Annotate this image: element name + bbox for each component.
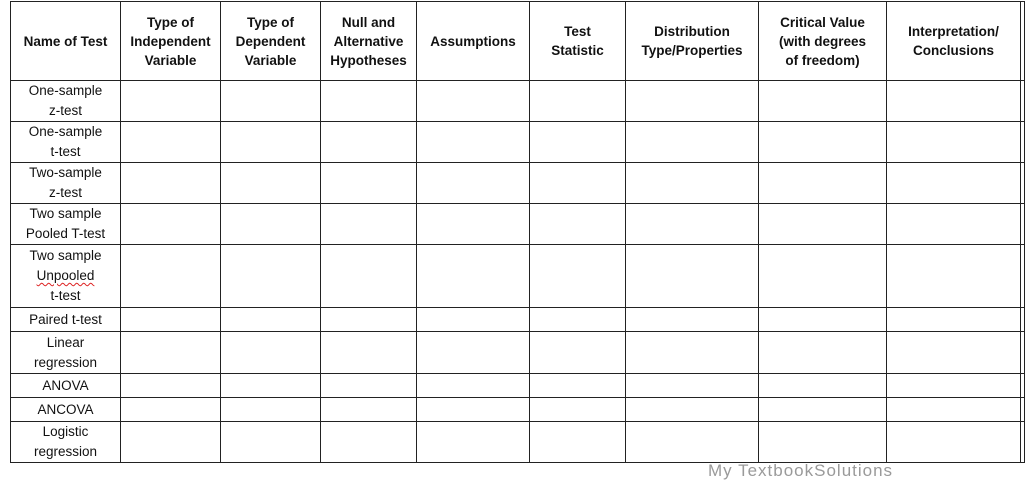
table-row xyxy=(11,308,1025,332)
empty-cell[interactable] xyxy=(626,204,759,245)
overflow-cell xyxy=(1021,398,1025,422)
row-name-linear-regression: Linear regression xyxy=(11,332,121,374)
overflow-cell xyxy=(1021,332,1025,374)
row-name-one-sample-z-test: One-sample z-test xyxy=(11,81,121,122)
row-name-two-sample-z-test: Two-sample z-test xyxy=(11,163,121,204)
table-row xyxy=(11,398,1025,422)
empty-cell[interactable] xyxy=(417,204,530,245)
empty-cell[interactable] xyxy=(626,245,759,308)
empty-cell[interactable] xyxy=(759,163,887,204)
empty-cell[interactable] xyxy=(121,245,221,308)
empty-cell[interactable] xyxy=(121,398,221,422)
empty-cell[interactable] xyxy=(759,245,887,308)
empty-cell[interactable] xyxy=(530,422,626,463)
empty-cell[interactable] xyxy=(121,332,221,374)
overflow-cell xyxy=(1021,245,1025,308)
empty-cell[interactable] xyxy=(530,374,626,398)
row-name-ancova: ANCOVA xyxy=(11,398,121,422)
empty-cell[interactable] xyxy=(321,422,417,463)
empty-cell[interactable] xyxy=(530,81,626,122)
overflow-cell xyxy=(1021,422,1025,463)
empty-cell[interactable] xyxy=(759,122,887,163)
empty-cell[interactable] xyxy=(887,398,1021,422)
empty-cell[interactable] xyxy=(626,398,759,422)
empty-cell[interactable] xyxy=(121,422,221,463)
empty-cell[interactable] xyxy=(221,163,321,204)
row-name-anova: ANOVA xyxy=(11,374,121,398)
header-row xyxy=(11,2,1025,81)
empty-cell[interactable] xyxy=(221,204,321,245)
empty-cell[interactable] xyxy=(759,398,887,422)
empty-cell[interactable] xyxy=(121,374,221,398)
header-assumptions: Assumptions xyxy=(417,2,530,81)
empty-cell[interactable] xyxy=(530,122,626,163)
spellcheck-underlined-word: Unpooled xyxy=(36,268,95,283)
row-name-two-sample-unpooled-t-test: Two sample Unpooled t-test xyxy=(11,245,121,308)
table-row xyxy=(11,422,1025,463)
overflow-cell xyxy=(1021,308,1025,332)
empty-cell[interactable] xyxy=(530,163,626,204)
empty-cell[interactable] xyxy=(530,398,626,422)
empty-cell[interactable] xyxy=(321,332,417,374)
empty-cell[interactable] xyxy=(887,245,1021,308)
empty-cell[interactable] xyxy=(321,204,417,245)
table-row xyxy=(11,163,1025,204)
empty-cell[interactable] xyxy=(759,81,887,122)
empty-cell[interactable] xyxy=(321,81,417,122)
empty-cell[interactable] xyxy=(887,81,1021,122)
empty-cell[interactable] xyxy=(626,374,759,398)
empty-cell[interactable] xyxy=(417,245,530,308)
header-name-of-test: Name of Test xyxy=(11,2,121,81)
table-row xyxy=(11,332,1025,374)
empty-cell[interactable] xyxy=(887,332,1021,374)
empty-cell[interactable] xyxy=(759,374,887,398)
empty-cell[interactable] xyxy=(121,308,221,332)
table-row xyxy=(11,81,1025,122)
header-independent-variable: Type of Independent Variable xyxy=(121,2,221,81)
overflow-cell xyxy=(1021,204,1025,245)
empty-cell[interactable] xyxy=(759,308,887,332)
empty-cell[interactable] xyxy=(321,374,417,398)
empty-cell[interactable] xyxy=(626,422,759,463)
empty-cell[interactable] xyxy=(121,163,221,204)
empty-cell[interactable] xyxy=(530,308,626,332)
empty-cell[interactable] xyxy=(626,163,759,204)
empty-cell[interactable] xyxy=(626,308,759,332)
header-dependent-variable: Type of Dependent Variable xyxy=(221,2,321,81)
empty-cell[interactable] xyxy=(221,398,321,422)
empty-cell[interactable] xyxy=(221,245,321,308)
empty-cell[interactable] xyxy=(417,308,530,332)
table-row xyxy=(11,374,1025,398)
header-hypotheses: Null and Alternative Hypotheses xyxy=(321,2,417,81)
empty-cell[interactable] xyxy=(221,332,321,374)
empty-cell[interactable] xyxy=(321,398,417,422)
empty-cell[interactable] xyxy=(321,308,417,332)
overflow-cell xyxy=(1021,122,1025,163)
empty-cell[interactable] xyxy=(626,332,759,374)
empty-cell[interactable] xyxy=(221,308,321,332)
empty-cell[interactable] xyxy=(221,374,321,398)
empty-cell[interactable] xyxy=(626,122,759,163)
empty-cell[interactable] xyxy=(530,204,626,245)
row-name-paired-t-test: Paired t-test xyxy=(11,308,121,332)
empty-cell[interactable] xyxy=(121,122,221,163)
empty-cell[interactable] xyxy=(759,422,887,463)
overflow-cell xyxy=(1021,163,1025,204)
empty-cell[interactable] xyxy=(221,122,321,163)
empty-cell[interactable] xyxy=(887,308,1021,332)
header-critical-value: Critical Value (with degrees of freedom) xyxy=(759,2,887,81)
empty-cell[interactable] xyxy=(887,204,1021,245)
empty-cell[interactable] xyxy=(417,422,530,463)
empty-cell[interactable] xyxy=(887,374,1021,398)
empty-cell[interactable] xyxy=(321,245,417,308)
header-interpretation: Interpretation/ Conclusions xyxy=(887,2,1021,81)
table-row xyxy=(11,204,1025,245)
empty-cell[interactable] xyxy=(121,204,221,245)
empty-cell[interactable] xyxy=(417,398,530,422)
watermark-text: My TextbookSolutions xyxy=(708,461,894,480)
empty-cell[interactable] xyxy=(887,163,1021,204)
row-name-one-sample-t-test: One-sample t-test xyxy=(11,122,121,163)
empty-cell[interactable] xyxy=(417,122,530,163)
hypothesis-tests-table xyxy=(10,1,1025,463)
empty-cell[interactable] xyxy=(321,122,417,163)
header-distribution: Distribution Type/Properties xyxy=(626,2,759,81)
row-name-two-sample-pooled-t-test: Two sample Pooled T-test xyxy=(11,204,121,245)
row-name-logistic-regression: Logistic regression xyxy=(11,422,121,463)
empty-cell[interactable] xyxy=(221,81,321,122)
empty-cell[interactable] xyxy=(887,422,1021,463)
empty-cell[interactable] xyxy=(759,332,887,374)
empty-cell[interactable] xyxy=(321,163,417,204)
empty-cell[interactable] xyxy=(530,332,626,374)
overflow-cell xyxy=(1021,374,1025,398)
empty-cell[interactable] xyxy=(626,81,759,122)
empty-cell[interactable] xyxy=(417,81,530,122)
empty-cell[interactable] xyxy=(417,374,530,398)
table-row xyxy=(11,245,1025,308)
overflow-cell xyxy=(1021,81,1025,122)
empty-cell[interactable] xyxy=(887,122,1021,163)
empty-cell[interactable] xyxy=(121,81,221,122)
empty-cell[interactable] xyxy=(221,422,321,463)
table-row xyxy=(11,122,1025,163)
header-overflow-column xyxy=(1021,2,1025,81)
empty-cell[interactable] xyxy=(417,163,530,204)
header-test-statistic: Test Statistic xyxy=(530,2,626,81)
empty-cell[interactable] xyxy=(417,332,530,374)
empty-cell[interactable] xyxy=(530,245,626,308)
empty-cell[interactable] xyxy=(759,204,887,245)
